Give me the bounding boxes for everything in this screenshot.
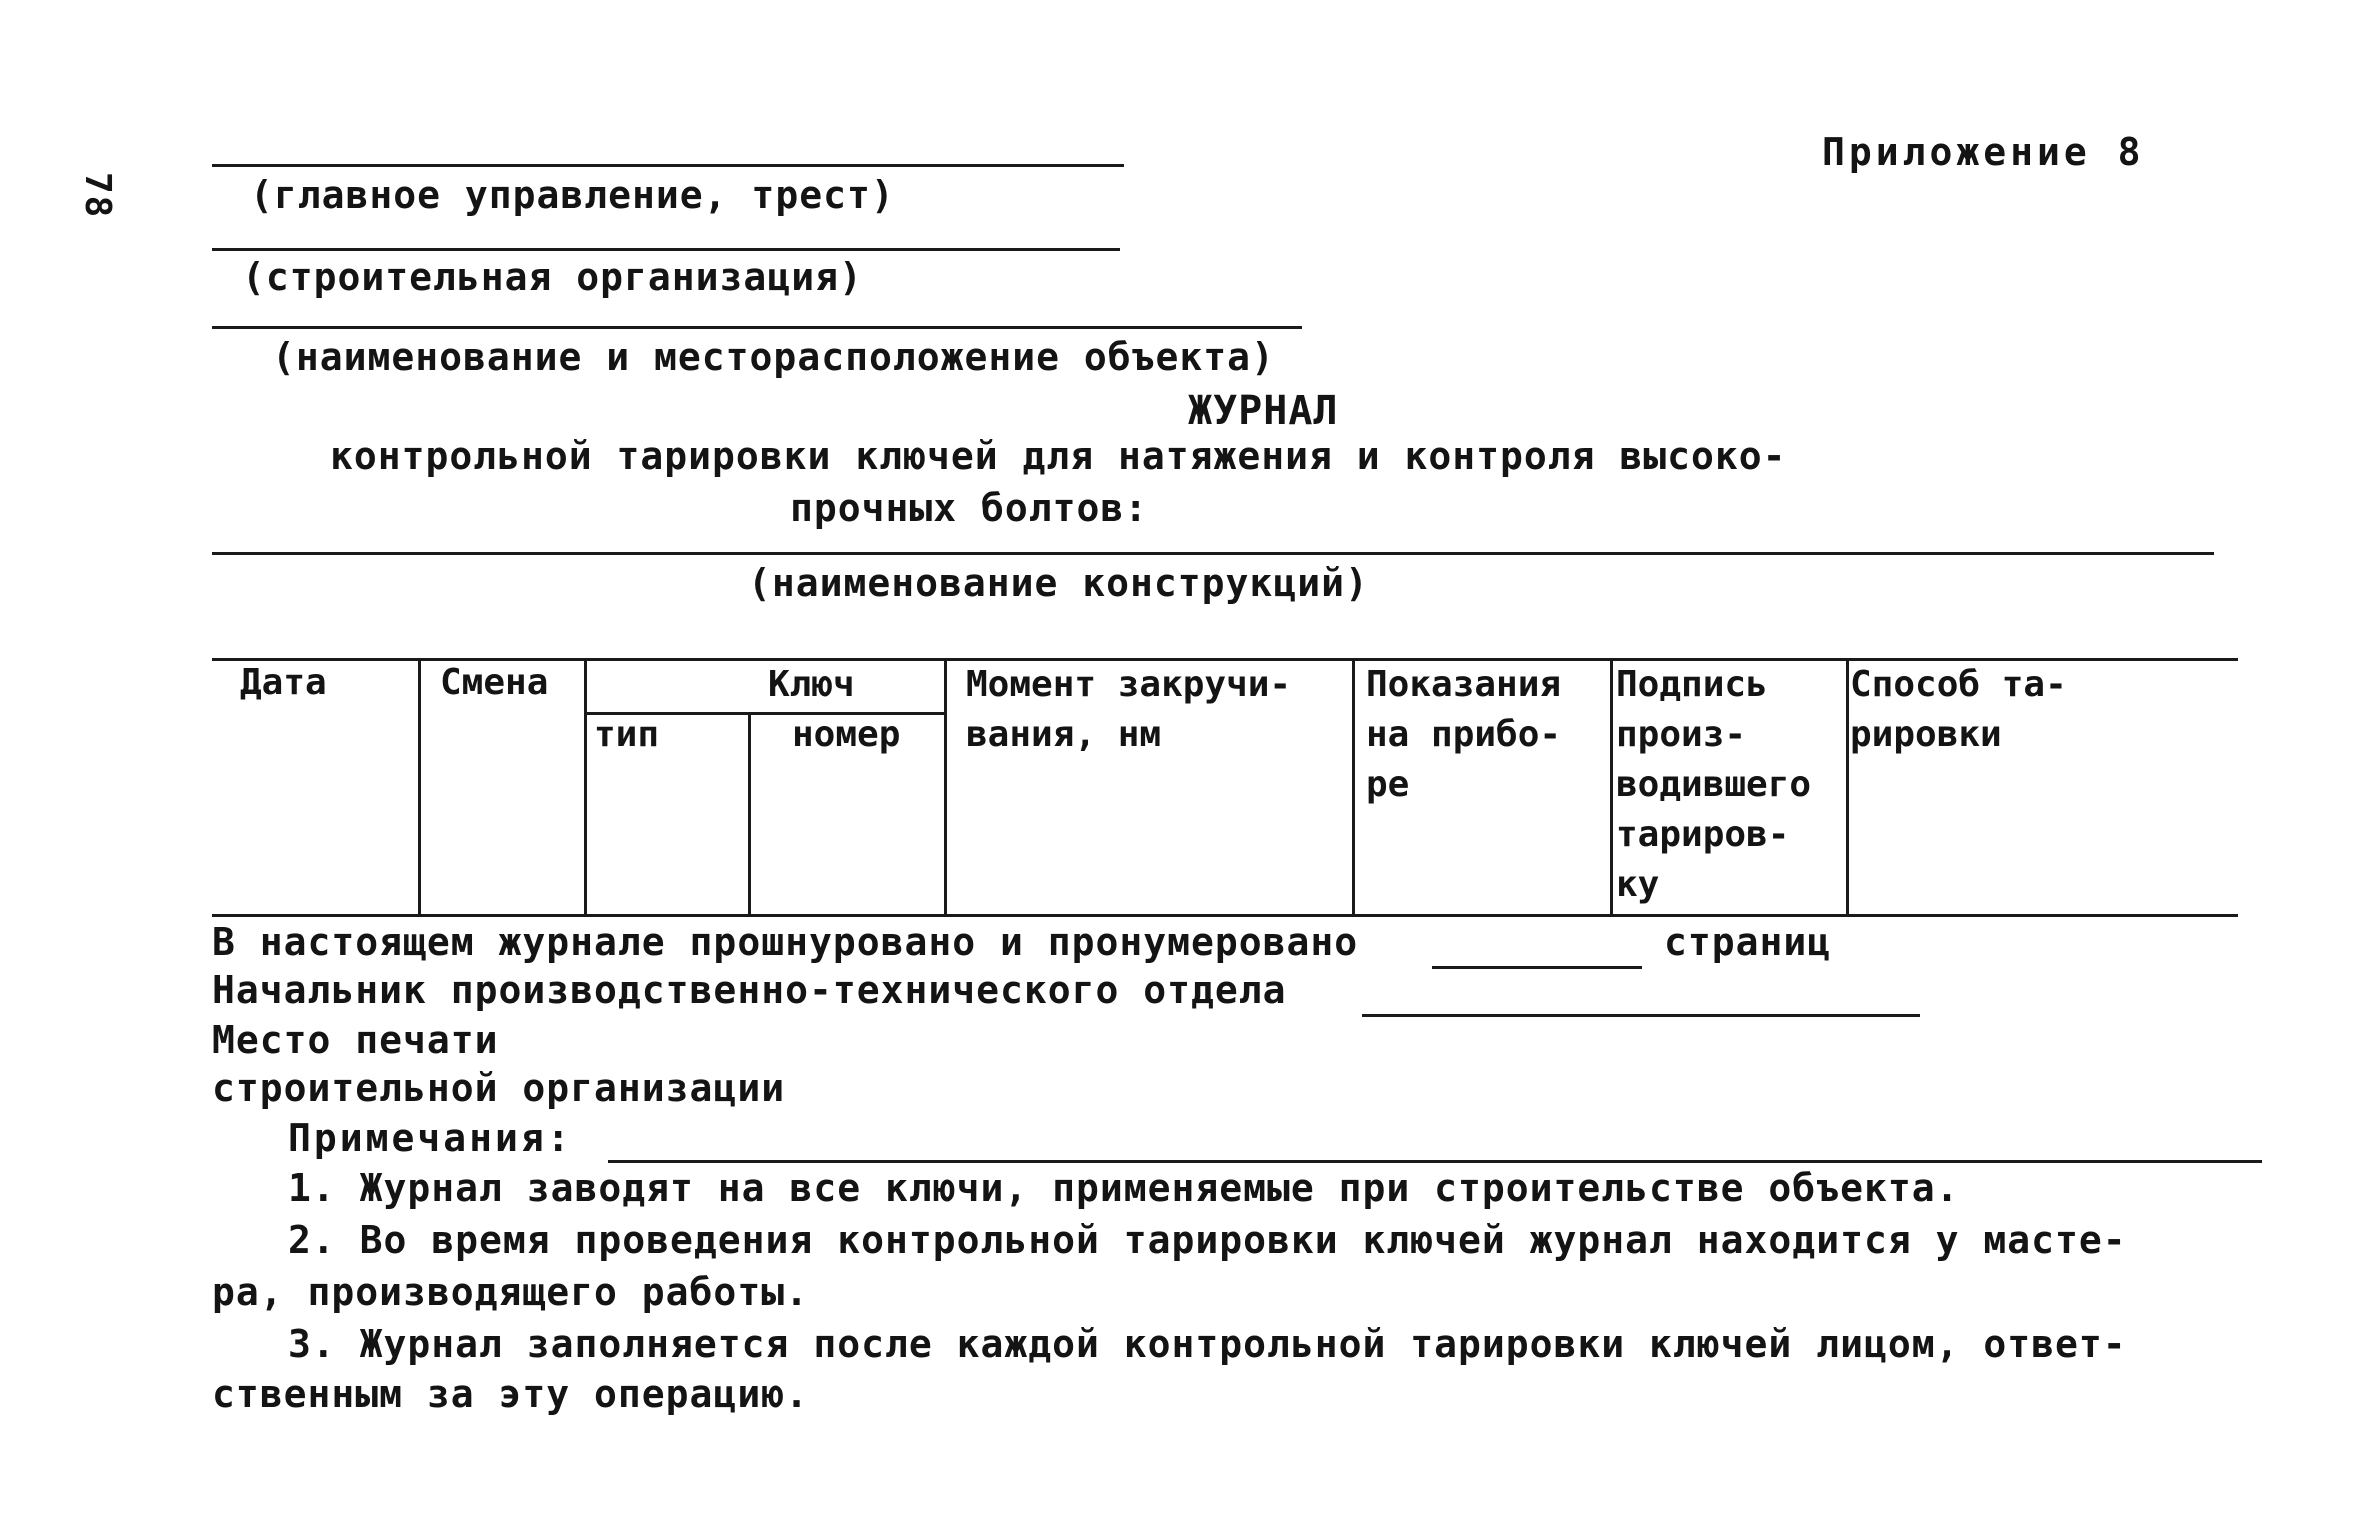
note-3-line2: ственным за эту операцию. — [212, 1372, 809, 1416]
journal-title: ЖУРНАЛ — [1188, 388, 1339, 434]
structures-caption: (наименование конструкций) — [748, 561, 1369, 605]
object-fill-line — [212, 326, 1302, 329]
col-header-shift: Смена — [440, 662, 549, 703]
col-header-key-type: тип — [594, 714, 660, 755]
col-header-method: Способ та- рировки — [1850, 664, 2067, 755]
seal-label-line2: строительной организации — [212, 1066, 786, 1110]
notes-heading: Примечания: — [288, 1116, 573, 1160]
seal-label-line1: Место печати — [212, 1018, 499, 1062]
col-header-date: Дата — [240, 662, 327, 703]
pages-count-fill-line — [1432, 966, 1642, 969]
head-of-dept-label: Начальник производственно-технического отдела — [212, 968, 1287, 1012]
main-admin-fill-line — [212, 164, 1124, 167]
head-of-dept-signature-line — [1362, 1014, 1920, 1017]
table-bottom-border — [212, 914, 2238, 917]
col-header-torque: Момент закручи- вания, нм — [966, 664, 1292, 755]
table-col-divider — [1846, 658, 1849, 916]
structures-fill-line — [212, 552, 2214, 555]
construction-org-caption: (строительная организация) — [242, 255, 863, 299]
col-header-signature: Подпись произ- водившего тариров- ку — [1616, 664, 1812, 905]
col-header-key-number: номер — [792, 714, 901, 755]
journal-subtitle-line2: прочных болтов: — [790, 486, 1149, 530]
pages-sentence-suffix: страниц — [1664, 920, 1832, 964]
col-header-key: Ключ — [768, 664, 855, 705]
table-col-divider — [584, 658, 587, 916]
note-1: 1. Журнал заводят на все ключи, применяемые при строительстве объекта. — [288, 1166, 1960, 1210]
table-col-divider — [1610, 658, 1613, 916]
object-caption: (наименование и месторасположение объекта) — [272, 335, 1275, 379]
table-col-divider — [418, 658, 421, 916]
notes-underline — [608, 1160, 2262, 1163]
note-3-line1: 3. Журнал заполняется после каждой контрольной тарировки ключей лицом, ответ- — [288, 1322, 2127, 1366]
note-2-line2: ра, производящего работы. — [212, 1270, 809, 1314]
construction-org-fill-line — [212, 248, 1120, 251]
journal-subtitle-line1: контрольной тарировки ключей для натяжения и контроля высоко- — [330, 434, 1787, 478]
table-col-divider — [1352, 658, 1355, 916]
note-2-line1: 2. Во время проведения контрольной тарировки ключей журнал находится у масте- — [288, 1218, 2127, 1262]
col-header-instrument: Показания на прибо- ре — [1366, 664, 1562, 805]
table-col-divider — [748, 712, 751, 916]
table-col-divider — [944, 658, 947, 916]
appendix-label: Приложение 8 — [1822, 130, 2145, 174]
page-number: 78 — [77, 172, 118, 220]
pages-sentence-prefix: В настоящем журнале прошнуровано и пронумеровано — [212, 920, 1359, 964]
main-admin-caption: (главное управление, трест) — [250, 173, 895, 217]
